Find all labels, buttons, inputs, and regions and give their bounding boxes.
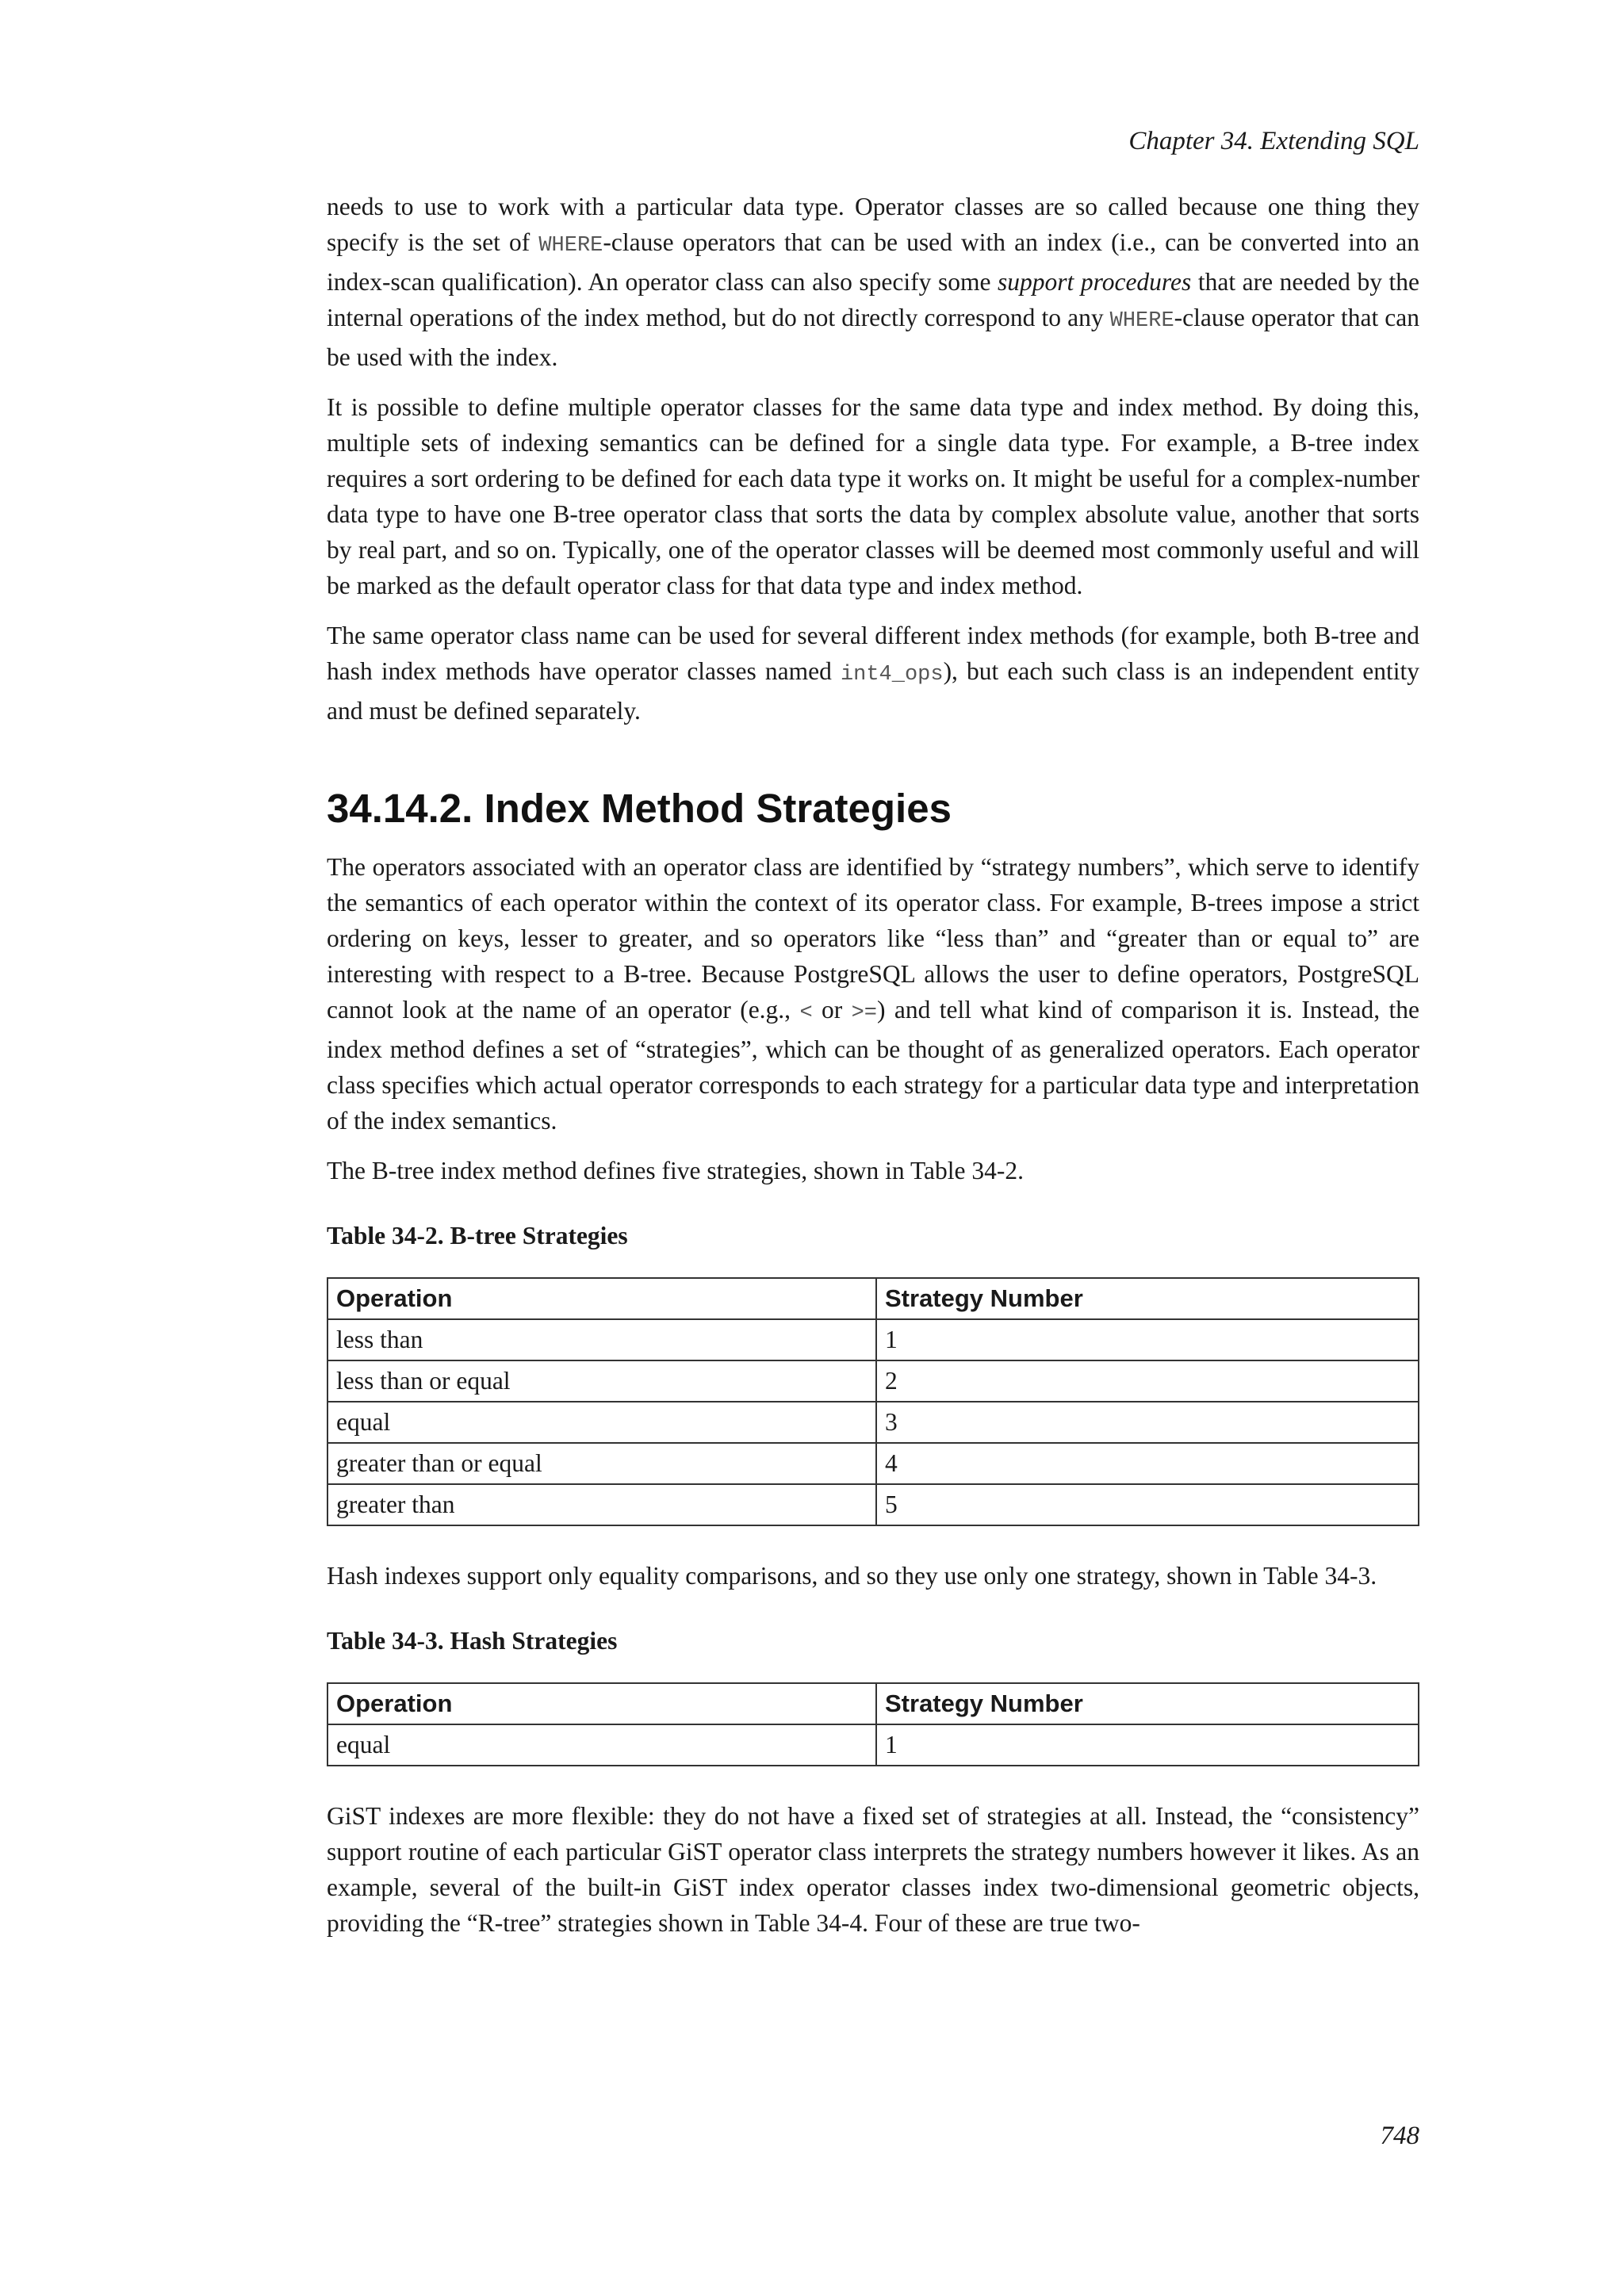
paragraph-multiple-classes: It is possible to define multiple operator classes for the same data type and index method. By doing this, multiple sets of indexing semantics can be defined for a single data type. For example, a B-tree index requires a sort ordering to be defined for each data type it works on. It might be useful for a complex-number data type to have one B-tree operator class that sorts the data by complex absolute value, another that sorts by real part, and so on. Typically, one of the operator classes will be deemed most commonly useful and will be marked as the default operator class for that data type and index method.	[327, 393, 1419, 599]
operation-cell: less than	[327, 1319, 876, 1360]
inline-operator-lt: <	[799, 1001, 813, 1025]
table-row	[327, 1402, 1419, 1443]
operation-cell: equal	[327, 1724, 876, 1766]
table-row	[327, 1724, 1419, 1766]
running-header: Chapter 34. Extending SQL	[1128, 127, 1419, 155]
table-title-btree: Table 34-2. B-tree Strategies	[327, 1222, 628, 1249]
inline-operator-ge: >=	[851, 1001, 878, 1025]
strategy-number-cell: 1	[876, 1724, 1419, 1766]
strategy-number-cell: 4	[876, 1443, 1419, 1484]
strategy-number-cell: 2	[876, 1360, 1419, 1402]
strategy-number-cell: 3	[876, 1402, 1419, 1443]
column-header-strategy-number: Strategy Number	[876, 1278, 1419, 1319]
strategy-number-cell: 1	[876, 1319, 1419, 1360]
page-body	[327, 189, 1419, 1955]
column-header-operation: Operation	[327, 1683, 876, 1724]
operation-cell: greater than	[327, 1484, 876, 1525]
strategy-number-cell: 5	[876, 1484, 1419, 1525]
table-row	[327, 1360, 1419, 1402]
table-row	[327, 1484, 1419, 1525]
table-title-hash: Table 34-3. Hash Strategies	[327, 1627, 618, 1655]
paragraph-hash-indexes: Hash indexes support only equality comparisons, and so they use only one strategy, shown in Table 34-3.	[327, 1562, 1377, 1590]
column-header-strategy-number: Strategy Number	[876, 1683, 1419, 1724]
page-number: 748	[1380, 2122, 1419, 2150]
inline-code-where: WHERE	[1109, 309, 1174, 333]
operation-cell: greater than or equal	[327, 1443, 876, 1484]
section-heading: 34.14.2. Index Method Strategies	[327, 786, 952, 831]
operation-cell: equal	[327, 1402, 876, 1443]
hash-strategies-table	[327, 1682, 1419, 1766]
btree-strategies-table	[327, 1277, 1419, 1526]
operation-cell: less than or equal	[327, 1360, 876, 1402]
table-row	[327, 1319, 1419, 1360]
column-header-operation: Operation	[327, 1278, 876, 1319]
table-header-row	[327, 1683, 1419, 1724]
inline-code-int4-ops: int4_ops	[840, 663, 944, 687]
inline-code-where: WHERE	[538, 234, 603, 258]
paragraph-operator-classes-intro: needs to use to work with a particular data type. Operator classes are so called because one thing they specify is the set of WHERE-clause operators that can be used with an index (i.e., can be converted into an index-scan qualification). An operator class can also specify some support procedures that are needed by the internal operations of the index method, but do not directly correspond to any WHERE-clause operator that can be used with the index.	[327, 193, 1420, 371]
paragraph-same-name: The same operator class name can be used for several different index methods (for example, both B-tree and hash index methods have operator classes named int4_ops), but each such class is an independent entity and must be defined separately.	[327, 622, 1419, 725]
paragraph-btree-five: The B-tree index method defines five strategies, shown in Table 34-2.	[327, 1157, 1024, 1184]
table-header-row	[327, 1278, 1419, 1319]
table-row	[327, 1443, 1419, 1484]
paragraph-strategy-numbers: The operators associated with an operator class are identified by “strategy numbers”, which serve to identify the semantics of each operator within the context of its operator class. For example, B-trees impose a strict ordering on keys, lesser to greater, and so operators like “less than” and “greater than or equal to” are interesting with respect to a B-tree. Because PostgreSQL allows the user to define operators, PostgreSQL cannot look at the name of an operator (e.g., < or >=) and tell what kind of comparison it is. Instead, the index method defines a set of “strategies”, which can be thought of as generalized operators. Each operator class specifies which actual operator corresponds to each strategy for a particular data type and interpretation of the index semantics.	[327, 853, 1419, 1135]
paragraph-gist-indexes: GiST indexes are more flexible: they do not have a fixed set of strategies at all. Instead, the “consistency” support routine of each particular GiST operator class interprets the strategy numbers however it likes. As an example, several of the built-in GiST index operator classes index two-dimensional geometric objects, providing the “R-tree” strategies shown in Table 34-4. Four of these are true two-	[327, 1802, 1419, 1937]
emphasis-support-procedures: support procedures	[998, 268, 1192, 296]
